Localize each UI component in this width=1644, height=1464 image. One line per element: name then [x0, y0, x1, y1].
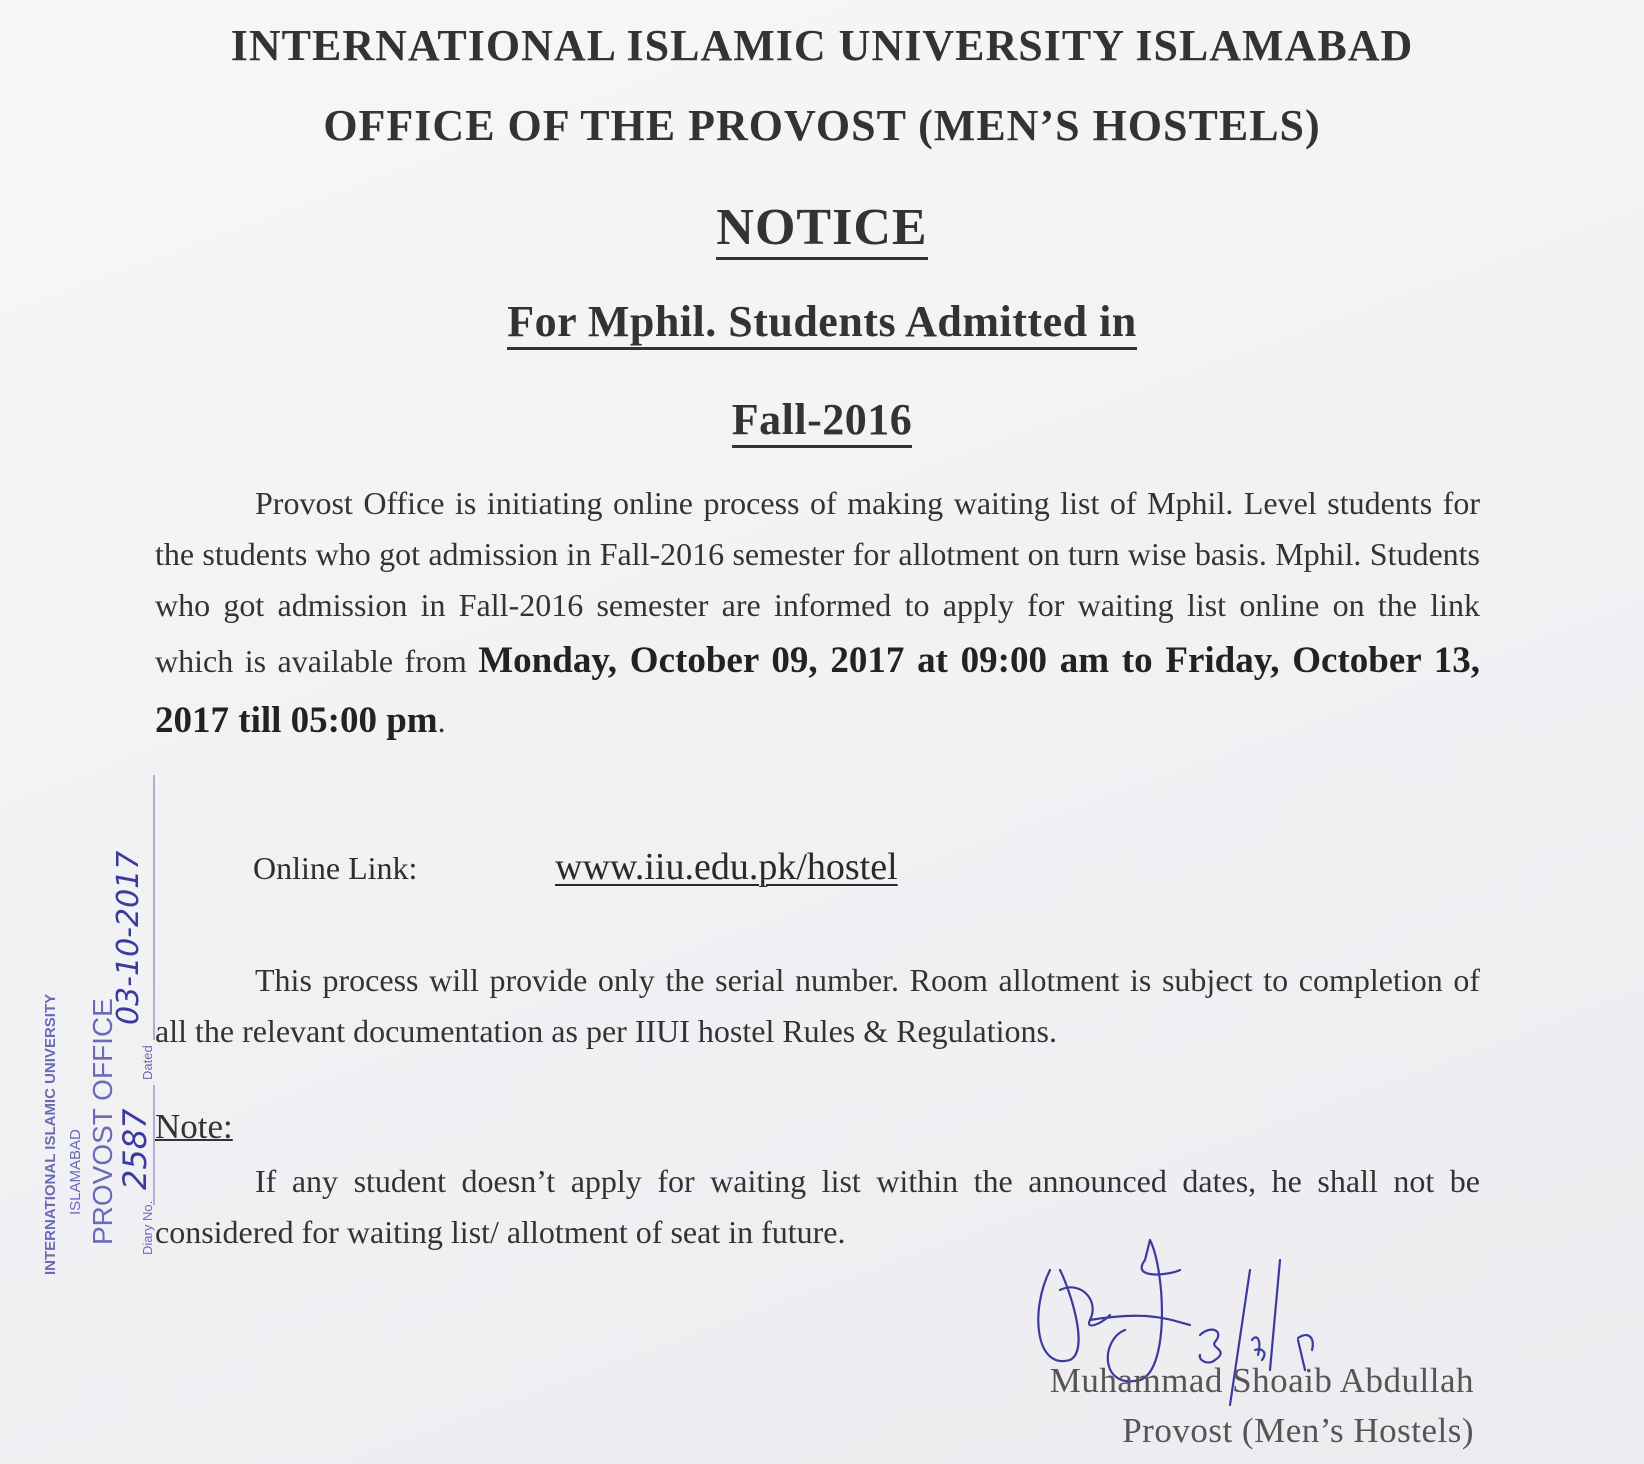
signatory-name: Muhammad Shoaib Abdullah	[1049, 1361, 1474, 1400]
university-name: INTERNATIONAL ISLAMIC UNIVERSITY ISLAMABAD	[230, 21, 1414, 70]
notice-paragraph-1	[155, 478, 1480, 751]
paragraph-1-end: .	[437, 703, 446, 739]
stamp-office: PROVOST OFFICE	[87, 998, 118, 1245]
signatory-title: Provost (Men’s Hostels)	[1122, 1411, 1474, 1450]
office-name: OFFICE OF THE PROVOST (MEN’S HOSTELS)	[323, 101, 1321, 150]
notice-subtitle-line-1-text: For Mphil. Students Admitted in	[507, 297, 1137, 350]
paragraph-1-text: Provost Office is initiating online process of making waiting list of Mphil. Level students for the students who got admission in Fall-2016 semester for allotment on turn wise basis. Mphil. Students who got admission in Fall-2016 semester are informed to apply for waiting list online on the link which is available from	[155, 485, 1480, 679]
stamp-university: INTERNATIONAL ISLAMIC UNIVERSITY	[42, 993, 59, 1275]
note-paragraph: If any student doesn’t apply for waiting list within the announced dates, he shall not be considered for waiting list/ allotment of seat in future.	[155, 1163, 1480, 1250]
online-link-url[interactable]: www.iiu.edu.pk/hostel	[555, 846, 898, 888]
stamp-dated-value: 03-10-2017	[111, 850, 146, 1025]
notice-title	[0, 198, 1644, 257]
note-heading: Note:	[155, 1107, 233, 1146]
notice-subtitle-line-2	[0, 394, 1644, 445]
notice-title-text: NOTICE	[716, 199, 927, 260]
online-link-row	[253, 845, 898, 889]
online-link-label: Online Link:	[253, 850, 418, 886]
stamp-diary-label: Diary No.	[140, 1200, 155, 1255]
stamp-diary-number: 2587	[116, 1108, 154, 1190]
provost-office-stamp	[30, 745, 190, 1285]
notice-subtitle-line-2-text: Fall-2016	[732, 395, 912, 448]
stamp-dated-label: Dated	[140, 1045, 155, 1080]
notice-paragraph-2: This process will provide only the serial number. Room allotment is subject to completion of all the relevant documentation as per IIUI hostel Rules & Regulations.	[155, 962, 1480, 1049]
application-dates: Monday, October 09, 2017 at 09:00 am to Friday, October 13, 2017 till 05:00 pm	[155, 640, 1480, 741]
stamp-city: ISLAMABAD	[67, 1129, 84, 1215]
notice-subtitle-line-1	[0, 296, 1644, 347]
